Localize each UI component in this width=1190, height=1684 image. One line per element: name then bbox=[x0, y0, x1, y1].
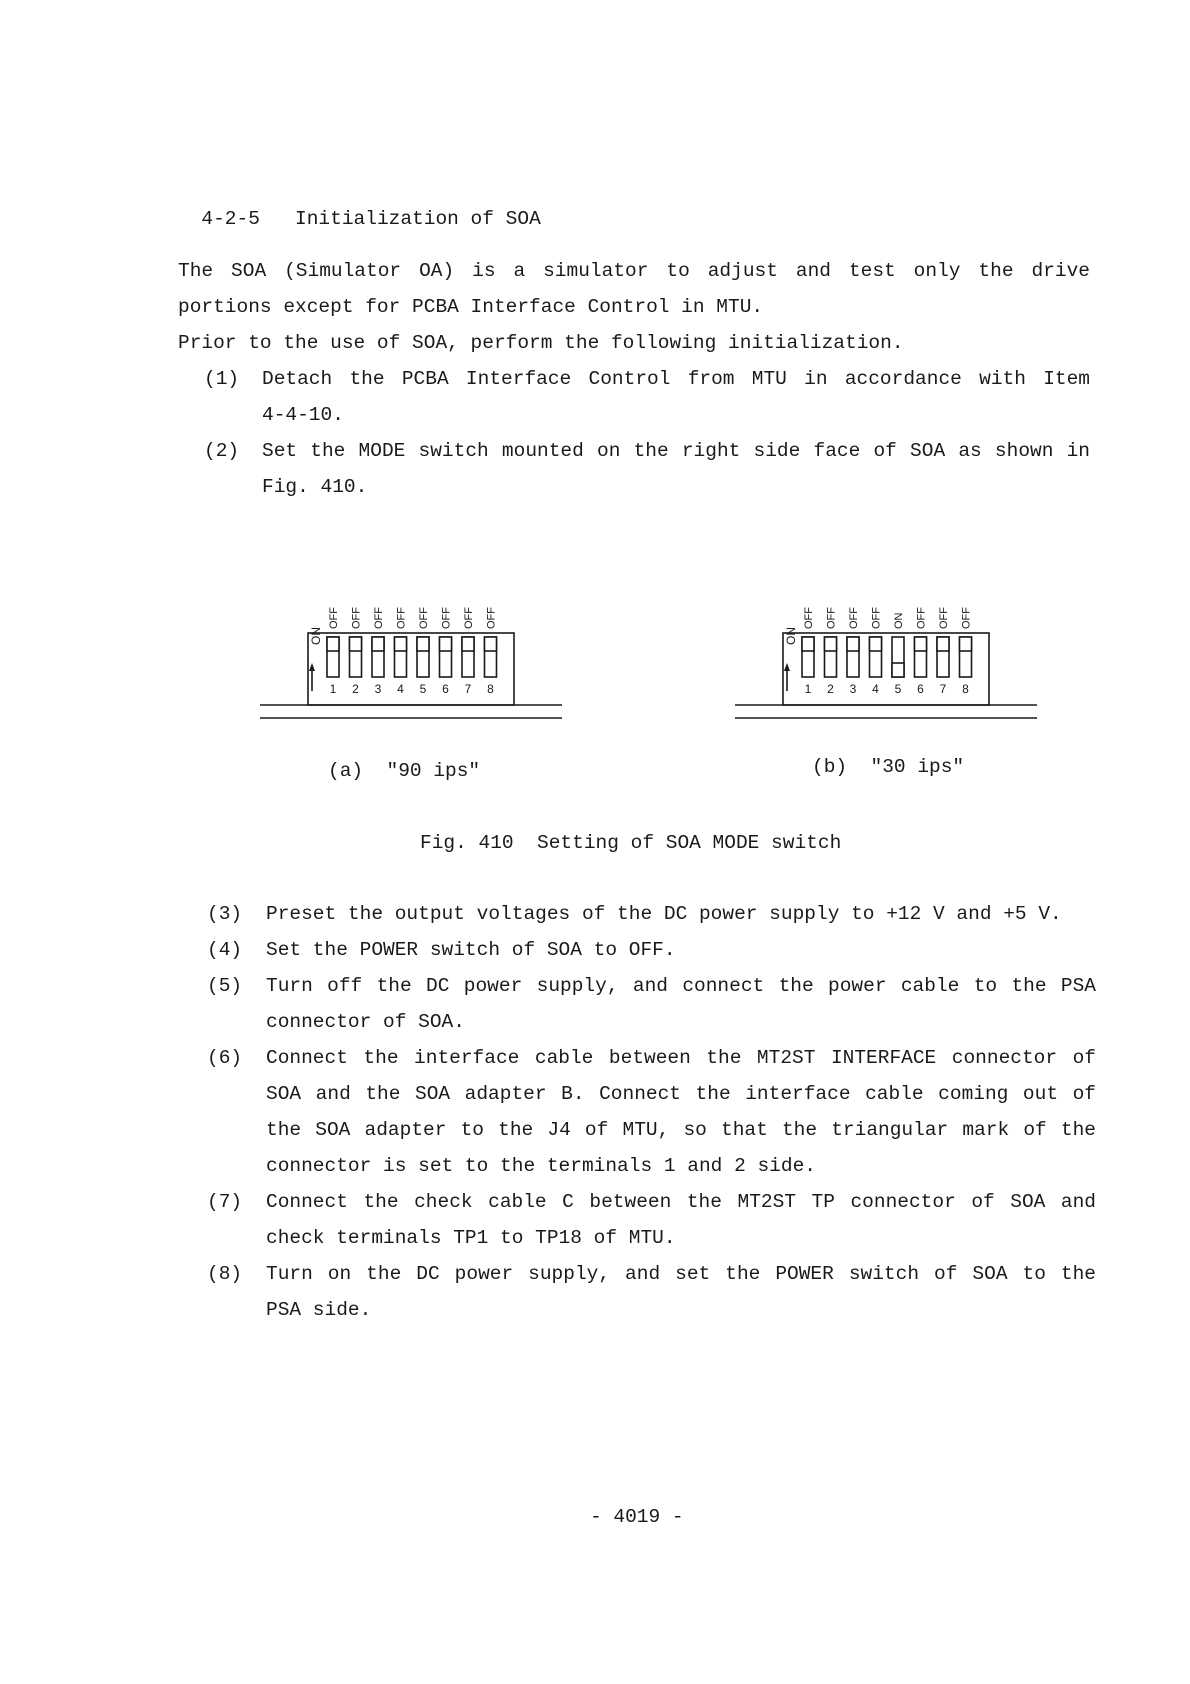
figure-caption-a: (a) "90 ips" bbox=[328, 760, 481, 782]
dip-toggles-b bbox=[802, 637, 972, 696]
switch-4-lever bbox=[395, 637, 407, 651]
on-arrow-head bbox=[309, 663, 315, 671]
step-5-line-2: connector of SOA. bbox=[266, 1011, 465, 1033]
switch-2-lever bbox=[825, 637, 837, 651]
switch-7-number: 7 bbox=[464, 682, 472, 696]
step-4-line-1: Set the POWER switch of SOA to OFF. bbox=[266, 939, 676, 961]
step-2-line-2: Fig. 410. bbox=[262, 476, 368, 498]
switch-2-lever bbox=[350, 637, 362, 651]
step-6-line-1: Connect the interface cable between the MT2ST INTERFACE connector of bbox=[266, 1047, 1096, 1069]
step-1-line-2: 4-4-10. bbox=[262, 404, 344, 426]
step-7-line-2: check terminals TP1 to TP18 of MTU. bbox=[266, 1227, 676, 1249]
switch-8-position-label: OFF bbox=[485, 607, 498, 629]
switch-5-lever bbox=[892, 663, 904, 677]
step-5-number: (5) bbox=[207, 975, 243, 997]
section-title: Initialization of SOA bbox=[295, 207, 541, 230]
switch-8-lever bbox=[485, 637, 497, 651]
section-number: 4-2-5 bbox=[201, 207, 260, 230]
switch-8-number: 8 bbox=[487, 682, 494, 696]
switch-6-number: 6 bbox=[917, 682, 924, 696]
switch-1-position-label: OFF bbox=[328, 607, 340, 629]
switch-1-position-label: OFF bbox=[803, 607, 815, 629]
dip-labels-b bbox=[803, 607, 973, 629]
switch-2-number: 2 bbox=[352, 682, 359, 696]
dip-switch-diagram-a bbox=[250, 585, 590, 725]
switch-5-lever bbox=[417, 637, 429, 651]
switch-1-number: 1 bbox=[804, 682, 812, 696]
switch-3-lever bbox=[847, 637, 859, 651]
step-8-number: (8) bbox=[207, 1263, 243, 1285]
switch-7-number: 7 bbox=[939, 682, 947, 696]
step-5-line-1: Turn off the DC power supply, and connect the power cable to the PSA bbox=[266, 975, 1096, 997]
step-7-line-1: Connect the check cable C between the MT2ST TP connector of SOA and bbox=[266, 1191, 1096, 1213]
switch-7-position-label: OFF bbox=[463, 607, 475, 629]
switch-1-lever bbox=[802, 637, 814, 651]
step-3-number: (3) bbox=[207, 903, 243, 925]
step-3-line-1: Preset the output voltages of the DC power supply to +12 V and +5 V. bbox=[266, 903, 1062, 925]
switch-3-number: 3 bbox=[374, 682, 382, 696]
switch-3-lever bbox=[372, 637, 384, 651]
switch-4-position-label: OFF bbox=[870, 607, 883, 629]
dip-switch-diagram-b bbox=[725, 585, 1065, 725]
on-arrow-head bbox=[784, 663, 790, 671]
figure-title: Fig. 410 Setting of SOA MODE switch bbox=[420, 832, 842, 854]
switch-8-number: 8 bbox=[962, 682, 969, 696]
switch-7-lever bbox=[937, 637, 949, 651]
page-number: - 4019 - bbox=[590, 1506, 684, 1528]
switch-4-number: 4 bbox=[397, 682, 404, 696]
dip-labels-a bbox=[328, 607, 498, 629]
step-1-number: (1) bbox=[204, 368, 240, 390]
step-6-line-4: connector is set to the terminals 1 and 2 side. bbox=[266, 1155, 816, 1177]
switch-7-lever bbox=[462, 637, 474, 651]
switch-4-lever bbox=[870, 637, 882, 651]
switch-1-number: 1 bbox=[329, 682, 337, 696]
step-2-line-1: Set the MODE switch mounted on the right side face of SOA as shown in bbox=[262, 440, 1090, 462]
figure-caption-b: (b) "30 ips" bbox=[812, 756, 965, 778]
switch-8-position-label: OFF bbox=[960, 607, 973, 629]
switch-8-lever bbox=[960, 637, 972, 651]
switch-5-position-label: OFF bbox=[418, 607, 430, 629]
step-6-number: (6) bbox=[207, 1047, 243, 1069]
switch-4-position-label: OFF bbox=[395, 607, 408, 629]
section-heading bbox=[178, 190, 541, 229]
switch-5-position-label: ON bbox=[893, 612, 905, 629]
switch-3-number: 3 bbox=[849, 682, 857, 696]
switch-6-position-label: OFF bbox=[440, 607, 453, 629]
switch-3-position-label: OFF bbox=[848, 607, 860, 629]
switch-2-number: 2 bbox=[827, 682, 834, 696]
step-4-number: (4) bbox=[207, 939, 243, 961]
switch-3-position-label: OFF bbox=[373, 607, 385, 629]
step-6-line-2: SOA and the SOA adapter B. Connect the interface cable coming out of bbox=[266, 1083, 1096, 1105]
on-label: ON bbox=[784, 627, 798, 645]
intro-line-1: The SOA (Simulator OA) is a simulator to adjust and test only the drive bbox=[178, 260, 1090, 282]
switch-7-position-label: OFF bbox=[938, 607, 950, 629]
switch-5-number: 5 bbox=[419, 682, 427, 696]
step-1-line-1: Detach the PCBA Interface Control from MTU in accordance with Item bbox=[262, 368, 1090, 390]
switch-2-position-label: OFF bbox=[350, 607, 363, 629]
switch-2-position-label: OFF bbox=[825, 607, 838, 629]
switch-4-number: 4 bbox=[872, 682, 879, 696]
on-label: ON bbox=[309, 627, 323, 645]
step-2-number: (2) bbox=[204, 440, 240, 462]
step-7-number: (7) bbox=[207, 1191, 243, 1213]
switch-5-number: 5 bbox=[894, 682, 902, 696]
dip-toggles-a bbox=[327, 637, 497, 696]
step-6-line-3: the SOA adapter to the J4 of MTU, so that the triangular mark of the bbox=[266, 1119, 1096, 1141]
switch-6-lever bbox=[915, 637, 927, 651]
intro-line-3: Prior to the use of SOA, perform the following initialization. bbox=[178, 332, 904, 354]
step-8-line-1: Turn on the DC power supply, and set the POWER switch of SOA to the bbox=[266, 1263, 1096, 1285]
intro-line-2: portions except for PCBA Interface Control in MTU. bbox=[178, 296, 764, 318]
switch-6-lever bbox=[440, 637, 452, 651]
switch-6-number: 6 bbox=[442, 682, 449, 696]
switch-6-position-label: OFF bbox=[915, 607, 928, 629]
switch-1-lever bbox=[327, 637, 339, 651]
step-8-line-2: PSA side. bbox=[266, 1299, 372, 1321]
